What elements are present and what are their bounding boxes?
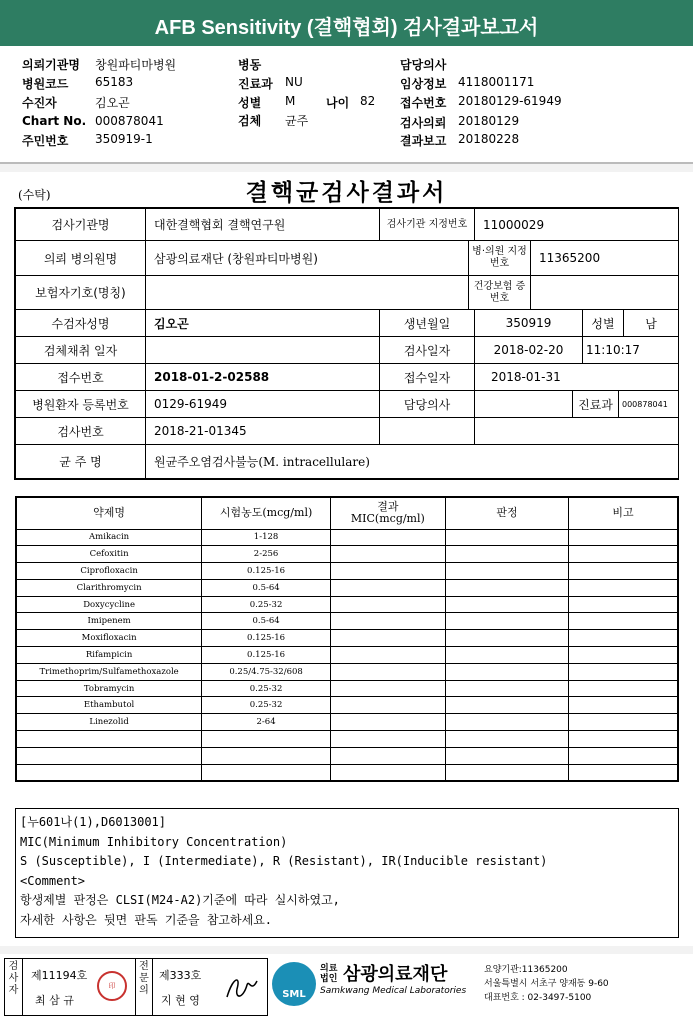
accept-no-value: 2018-01-2-02588 [146,364,380,391]
drug-row [16,663,678,680]
lab-value: 대한결핵협회 결핵연구원 [146,209,380,241]
health-no-label: 건강보험 증번호 [469,276,531,310]
drug-name-cell: Rifampicin [16,647,202,664]
dept-label: 진료과 [238,77,273,91]
document-title: 결핵균검사결과서 [245,179,448,206]
note-line: S (Susceptible), I (Intermediate), R (Resistant), IR(Inducible resistant) [20,854,548,868]
receipt-value: 20180129-61949 [458,94,562,108]
drug-name-cell: Tobramycin [16,680,202,697]
interpretation-cell [445,630,568,647]
test-time-value: 11:10:17 [583,337,679,364]
report-value: 20180228 [458,132,520,146]
mic-result-cell [330,613,445,630]
interpretation-cell [445,747,568,764]
exam-no-label: 검사번호 [16,418,146,445]
exam-no-value: 2018-21-01345 [146,418,380,445]
lab-no-value: 11000029 [475,209,679,241]
drug-name-cell [16,747,202,764]
interpretation-cell [445,680,568,697]
sex-value: M [285,94,296,108]
receipt-label: 접수번호 [400,96,447,110]
examiner-name: 최 삼 규 [35,994,74,1007]
patient-value: 김오곤 [95,96,130,110]
drug-name-cell [16,764,202,781]
interpretation-cell [445,731,568,748]
hosp-no-label: 병·의원 지정번호 [469,241,531,276]
accept-date-label: 접수일자 [380,364,475,391]
report-header [0,46,693,164]
mic-result-cell [330,529,445,546]
drug-name-cell: Trimethoprim/Sulfamethoxazole [16,663,202,680]
mic-result-cell [330,546,445,563]
drug-name-cell: Doxycycline [16,596,202,613]
chart-value: 000878041 [95,114,164,128]
drug-name-cell: Amikacin [16,529,202,546]
drug-table [15,496,679,782]
drug-row [16,596,678,613]
test-concentration-cell: 0.5-64 [202,613,331,630]
remark-cell [569,663,678,680]
insurer-value [146,276,469,310]
strain-value: 원균주오염검사불능(M. intracellulare) [146,445,679,478]
drug-row [16,613,678,630]
doctor-label: 담당의사 [380,391,475,418]
interpretation-cell [445,613,568,630]
specialist-name: 지 현 영 [161,994,200,1007]
test-date-value: 2018-02-20 [475,337,583,364]
collect-date-label: 검체채취 일자 [16,337,146,364]
test-date-label: 검사일자 [380,337,475,364]
mic-result-cell [330,579,445,596]
mic-result-cell [330,563,445,580]
mic-result-cell [330,680,445,697]
examiner-vlabel: 검사자 [5,959,23,1015]
exam-blank-1 [380,418,475,445]
remark-cell [569,647,678,664]
separator [0,946,693,954]
collect-date-value [146,337,380,364]
reg-no-value: 0129-61949 [146,391,380,418]
remark-cell [569,546,678,563]
report-banner: AFB Sensitivity (결핵협회) 검사결과보고서 [0,0,693,46]
drug-row [16,647,678,664]
col-mic: 결과 MIC(mcg/ml) [330,497,445,529]
note-line: [누601나(1),D6013001] [20,815,167,829]
interpretation-cell [445,579,568,596]
interpretation-cell [445,764,568,781]
drug-row [16,697,678,714]
remark-cell [569,630,678,647]
drug-row [16,747,678,764]
signature-box [4,958,268,1016]
info-table [14,207,679,480]
phone: 대표번호 : 02-3497-5100 [484,993,592,1003]
mic-result-cell [330,714,445,731]
examiner-no: 제11194호 [31,969,88,982]
care-no: 요양기관:11365200 [484,965,568,975]
drug-name-cell: Moxifloxacin [16,630,202,647]
test-concentration-cell: 2-256 [202,546,331,563]
drug-row [16,714,678,731]
mic-result-cell [330,663,445,680]
birth-value: 350919 [475,310,583,337]
hospital-value: 창원파티마병원 [95,58,177,72]
test-concentration-cell [202,747,331,764]
request-label: 검사의뢰 [400,116,447,130]
mic-result-cell [330,764,445,781]
request-value: 20180129 [458,114,520,128]
remark-cell [569,697,678,714]
report-label: 결과보고 [400,134,447,148]
test-concentration-cell: 0.25-32 [202,697,331,714]
org-en: Samkwang Medical Laboratories [320,986,467,996]
drug-row [16,764,678,781]
reg-no-label: 병원환자 등록번호 [16,391,146,418]
exam-blank-2 [475,418,679,445]
drug-row [16,563,678,580]
footer [0,954,693,1022]
separator [0,164,693,172]
mic-result-cell [330,731,445,748]
test-concentration-cell: 0.125-16 [202,647,331,664]
req-hosp-label: 의뢰 병의원명 [16,241,146,276]
req-hosp-value: 삼광의료재단 (창원파티마병원) [146,241,469,276]
strain-label: 균 주 명 [16,445,146,478]
mic-result-cell [330,596,445,613]
chart-label: Chart No. [22,114,87,128]
drug-name-cell: Cefoxitin [16,546,202,563]
remark-cell [569,747,678,764]
ward-label: 병동 [238,58,262,72]
logo-icon: SML [272,962,316,1006]
clinical-label: 임상정보 [400,77,447,91]
remark-cell [569,764,678,781]
sex-value: 남 [624,310,679,337]
mic-result-cell [330,647,445,664]
hospital-label: 의뢰기관명 [22,58,80,72]
remark-cell [569,714,678,731]
rrn-value: 350919-1 [95,132,153,146]
patient-label: 수진자 [22,96,57,110]
note-line: 항생제별 판정은 CLSI(M24-A2)기준에 따라 실시하였고, [20,893,340,907]
hosp-no-value: 11365200 [531,241,679,276]
mic-result-cell [330,697,445,714]
drug-name-cell [16,731,202,748]
test-concentration-cell: 0.25/4.75-32/608 [202,663,331,680]
name-label: 수검자성명 [16,310,146,337]
test-concentration-cell: 2-64 [202,714,331,731]
interpretation-cell [445,714,568,731]
rrn-label: 주민번호 [22,134,69,148]
remark-cell [569,563,678,580]
col-interpretation: 판정 [445,497,568,529]
doctor-label: 담당의사 [400,58,447,72]
specimen-label: 검체 [238,114,262,128]
specialist-vlabel: 전문의 [135,959,153,1015]
remark-cell [569,596,678,613]
mic-result-cell [330,630,445,647]
insurer-label: 보험자기호(명칭) [16,276,146,310]
interpretation-cell [445,663,568,680]
address: 서울특별시 서초구 양재동 9-60 [484,979,609,989]
drug-row [16,546,678,563]
sex-label: 성별 [238,96,262,110]
interpretation-cell [445,647,568,664]
test-concentration-cell [202,764,331,781]
interpretation-cell [445,563,568,580]
note-line: <Comment> [20,873,86,888]
drug-name-cell: Ciprofloxacin [16,563,202,580]
notes-box [15,808,679,938]
remark-cell [569,579,678,596]
sex-label: 성별 [583,310,624,337]
specialist-no: 제333호 [159,969,202,982]
age-value: 82 [360,94,376,108]
test-concentration-cell: 0.125-16 [202,630,331,647]
lab-no-label: 검사기관 지정번호 [380,209,475,241]
interpretation-cell [445,596,568,613]
col-concentration: 시험농도(mcg/ml) [202,497,331,529]
sutak-label: (수탁) [18,188,51,202]
signature-icon [223,971,261,1005]
test-concentration-cell: 0.5-64 [202,579,331,596]
dept-label: 진료과 [573,391,619,418]
drug-row [16,529,678,546]
age-label: 나이 [326,96,350,110]
drug-name-cell: Linezolid [16,714,202,731]
dept-value: 000878041 [619,391,679,418]
test-concentration-cell: 0.125-16 [202,563,331,580]
col-drug: 약제명 [16,497,202,529]
health-no-value [531,276,679,310]
interpretation-cell [445,546,568,563]
remark-cell [569,613,678,630]
specimen-value: 균주 [285,114,309,128]
test-concentration-cell: 0.25-32 [202,596,331,613]
code-label: 병원코드 [22,77,69,91]
test-concentration-cell [202,731,331,748]
drug-row [16,579,678,596]
name-value: 김오곤 [146,310,380,337]
dept-value: NU [285,75,303,89]
drug-row [16,731,678,748]
interpretation-cell [445,529,568,546]
remark-cell [569,529,678,546]
drug-row [16,630,678,647]
remark-cell [569,680,678,697]
remark-cell [569,731,678,748]
code-value: 65183 [95,75,134,89]
note-line: MIC(Minimum Inhibitory Concentration) [20,834,288,849]
accept-date-value: 2018-01-31 [475,364,679,391]
col-remark: 비고 [569,497,678,529]
note-line: 자세한 사항은 뒷면 판독 기준을 참고하세요. [20,912,273,927]
clinical-value: 4118001171 [458,75,535,89]
lab-label: 검사기관명 [16,209,146,241]
test-concentration-cell: 0.25-32 [202,680,331,697]
doctor-value [475,391,573,418]
accept-no-label: 접수번호 [16,364,146,391]
drug-name-cell: Ethambutol [16,697,202,714]
org-name: 삼광의료재단 [343,964,448,985]
interpretation-cell [445,697,568,714]
drug-row [16,680,678,697]
drug-name-cell: Imipenem [16,613,202,630]
drug-name-cell: Clarithromycin [16,579,202,596]
test-concentration-cell: 1-128 [202,529,331,546]
seal-icon: 印 [97,971,127,1001]
mic-result-cell [330,747,445,764]
org-prefix: 의료법인 [320,964,338,984]
birth-label: 생년월일 [380,310,475,337]
